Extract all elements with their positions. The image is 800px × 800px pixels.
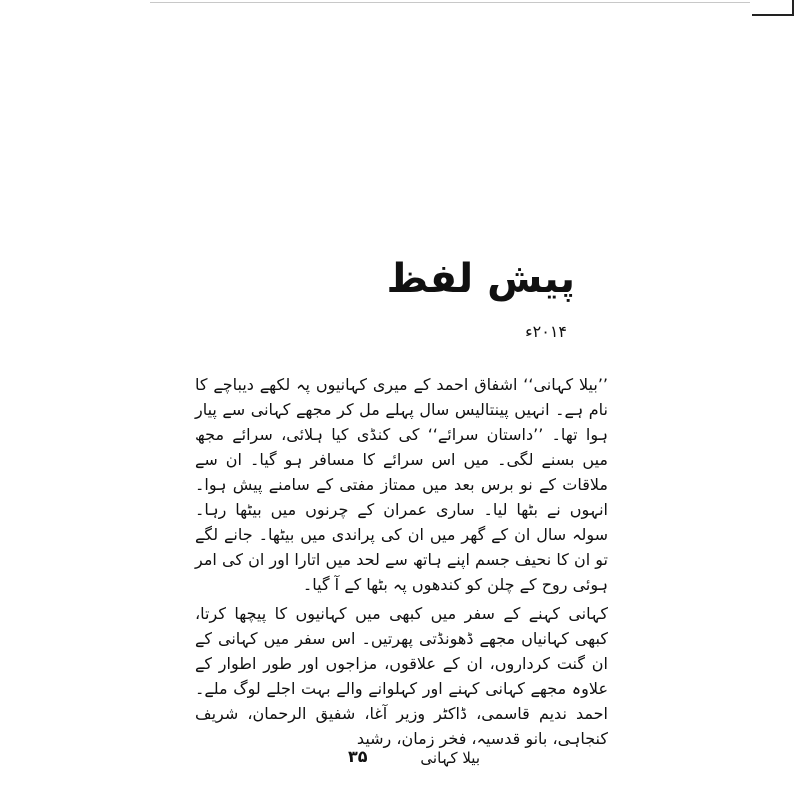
chapter-year: ۲۰۱۴ء (525, 322, 567, 341)
body-text (195, 372, 608, 755)
paragraph: ’’بیلا کہانی‘‘ اشفاق احمد کے میری کہانیوں پہ لکھے دیباچے کا نام ہے۔ انہیں پینتالیس سال پہلے مل کر مجھے کہانی سے پیار ہوا تھا۔ ’’داستان سرائے‘‘ کی کنڈی کیا ہلائی، سرائے مجھ میں بسنے لگی۔ میں اس سرائے کا مسافر ہو گیا۔ ان سے ملاقات کے نو برس بعد میں ممتاز مفتی کے سامنے پیش ہوا۔ انہوں نے بٹھا لیا۔ ساری عمران کے چرنوں میں بیٹھا رہا۔ سولہ سال ان کے گھر میں ان کی پراندی میں بیٹھا۔ جانے لگے تو ان کا نحیف جسم اپنے ہاتھ سے لحد میں اتارا اور ان کی امر ہوئی روح کے چلن کو کندھوں پہ بٹھا کے آ گیا۔ (195, 375, 608, 594)
chapter-title: پیش لفظ (386, 256, 575, 302)
running-title: بیلا کہانی (420, 749, 480, 767)
top-edge-rule (150, 2, 750, 3)
paragraph: کہانی کہنے کے سفر میں کبھی میں کہانیوں کا پیچھا کرتا، کبھی کہانیاں مجھے ڈھونڈتی پھرتیں۔ اس سفر میں کہانی کے ان گنت کرداروں، ان کے علاقوں، مزاجوں اور طور اطوار کے علاوہ مجھے کہانی کہنے اور کہلوانے والے بہت اجلے لوگ ملے۔ احمد ندیم قاسمی، ڈاکٹر وزیر آغا، شفیق الرحمان، شریف کنجاہی، بانو قدسیہ، فخر زمان، رشید (195, 604, 608, 748)
corner-mark (752, 0, 794, 16)
page-number: ۳۵ (348, 747, 368, 766)
page-footer (330, 745, 480, 775)
